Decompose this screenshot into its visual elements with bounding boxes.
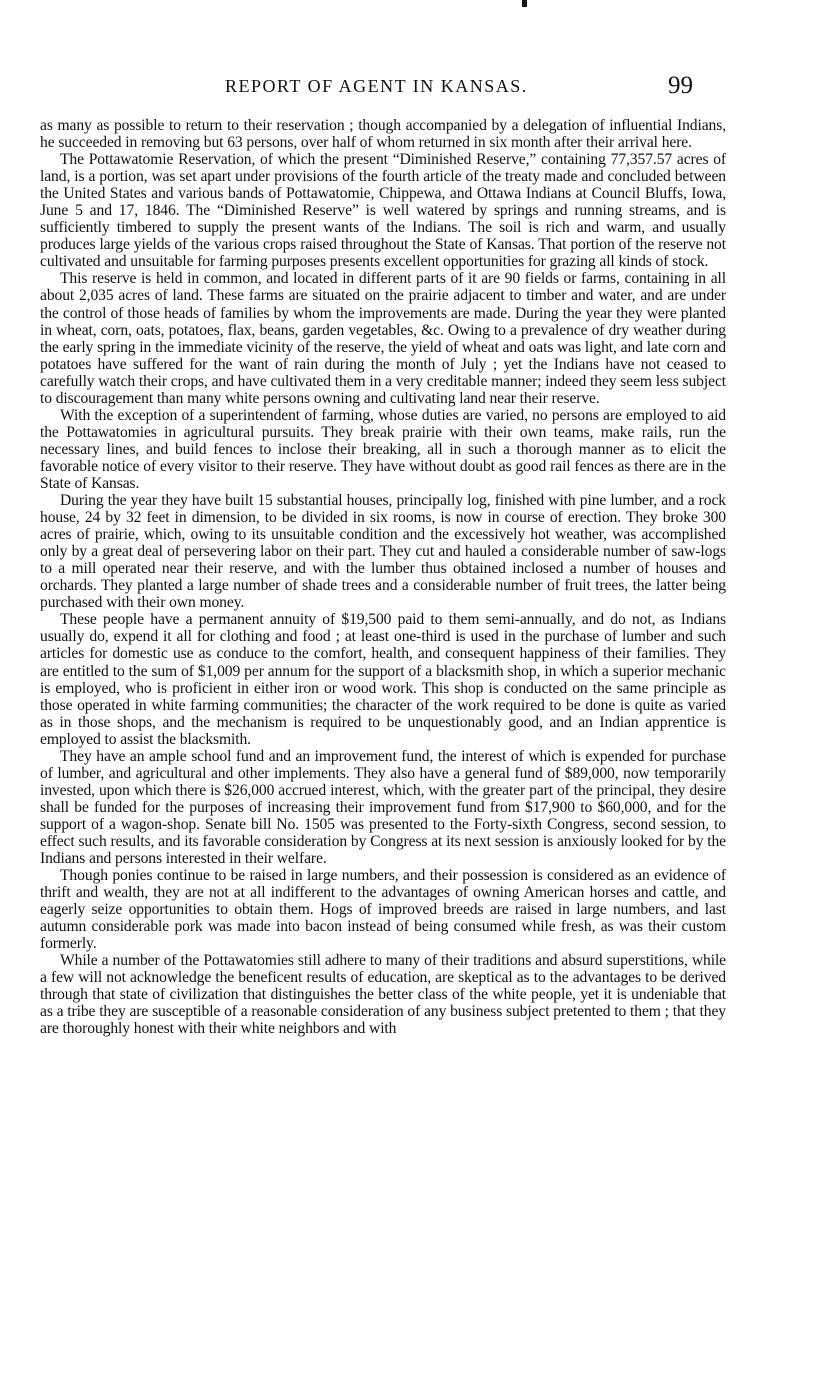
- page-title: REPORT OF AGENT IN KANSAS.: [225, 76, 528, 96]
- paragraph-agriculture: With the exception of a superintendent of farming, whose duties are varied, no persons are employed to aid the Pottawatomies in agricultural pursuits. They break prairie with their own teams, make rails, run the necessary lines, and build fences to inclose their breaking, all in such a thorough manner as to elicit the favorable notice of every visitor to their reserve. They have without doubt as good rail fences as there are in the State of Kansas.: [40, 406, 726, 492]
- page-number: 99: [668, 72, 693, 99]
- paragraph-annuity: These people have a permanent annuity of $19,500 paid to them semi-annually, and do not, as Indians usually do, expend it all for clothing and food ; at least one-third is used in the purchase of lumber and such articles for domestic use as conduce to the comfort, health, and consequent happiness of their families. They are entitled to the sum of $1,009 per annum for the support of a blacksmith shop, in which a superior mechanic is employed, who is proficient in either iron or wood work. This shop is conducted on the same principle as those operated in white farming communities; the character of the work required to be done is quite as varied as in those shops, and the mechanism is required to be unquestionably good, and an Indian apprentice is employed to assist the blacksmith.: [40, 611, 726, 748]
- paragraph-livestock: Though ponies continue to be raised in large numbers, and their possession is considered as an evidence of thrift and wealth, they are not at all indifferent to the advantages of owning American horses and cattle, and eagerly seize opportunities to obtain them. Hogs of improved breeds are raised in large numbers, and last autumn considerable pork was made into bacon instead of being consumed while fresh, as was their custom formerly.: [40, 867, 726, 953]
- paragraph-reservation: The Pottawatomie Reservation, of which the present “Diminished Reserve,” containing 77,357.57 acres of land, is a portion, was set apart under provisions of the fourth article of the treaty made and concluded between the United States and various bands of Pottawatomie, Chippewa, and Ottawa Indians at Council Bluffs, Iowa, June 5 and 17, 1846. The “Diminished Reserve” is well watered by springs and running streams, and is sufficiently timbered to supply the present wants of the Indians. The soil is rich and warm, and usually produces large yields of the various crops raised throughout the State of Kansas. That portion of the reserve not cultivated and unsuitable for farming purposes presents excellent opportunities for grazing all kinds of stock.: [40, 151, 726, 271]
- paragraph-farms: This reserve is held in common, and located in different parts of it are 90 fields or farms, containing in all about 2,035 acres of land. These farms are situated on the prairie adjacent to timber and water, and are under the control of those heads of families by whom the improvements are made. During the year they were planted in wheat, corn, oats, potatoes, flax, beans, garden vegetables, &c. Owing to a prevalence of dry weather during the early spring in the immediate vicinity of the reserve, the yield of wheat and oats was light, and late corn and potatoes have suffered for the want of rain during the month of July ; yet the Indians have not ceased to carefully watch their crops, and have cultivated them in a very creditable manner; indeed they seem less subject to discouragement than many white persons owning and cultivating land near their reserve.: [40, 270, 726, 407]
- running-head: [40, 72, 790, 102]
- paragraph-traditions: While a number of the Pottawatomies still adhere to many of their traditions and absurd superstitions, while a few will not acknowledge the beneficent results of education, are skeptical as to the advantages to be derived through that state of civilization that distinguishes the better class of the white people, yet it is undeniable that as a tribe they are susceptible of a reasonable consideration of any business subject pretented to them ; that they are thoroughly honest with their white neighbors and with: [40, 952, 726, 1038]
- paragraph-funds: They have an ample school fund and an improvement fund, the interest of which is expended for purchase of lumber, and agricultural and other implements. They also have a general fund of $89,000, now temporarily invested, upon which there is $26,000 accrued interest, which, with the greater part of the principal, they desire shall be funded for the purposes of increasing their improvement fund from $17,900 to $60,000, and for the support of a wagon-shop. Senate bill No. 1505 was presented to the Forty-sixth Congress, second session, to effect such results, and its favorable consideration by Congress at its next session is anxiously looked for by the Indians and persons interested in their welfare.: [40, 747, 726, 868]
- page-edge-mark: [522, 0, 527, 7]
- paragraph-houses: During the year they have built 15 substantial houses, principally log, finished with pine lumber, and a rock house, 24 by 32 feet in dimension, to be divided in six rooms, is now in course of erection. They broke 300 acres of prairie, which, owing to its unsuitable condition and the excessively hot weather, was accomplished only by a great deal of persevering labor on their part. They cut and hauled a considerable number of saw-logs to a mill operated near their reserve, and with the lumber thus obtained inclosed a number of houses and orchards. They planted a large number of shade trees and a considerable number of fruit trees, the latter being purchased with their own money.: [40, 492, 726, 612]
- body-text: [40, 117, 726, 1038]
- paragraph-continuation: as many as possible to return to their reservation ; though accompanied by a delegation of influential Indians, he succeeded in removing but 63 persons, over half of whom returned in six month after their arrival here.: [40, 117, 726, 152]
